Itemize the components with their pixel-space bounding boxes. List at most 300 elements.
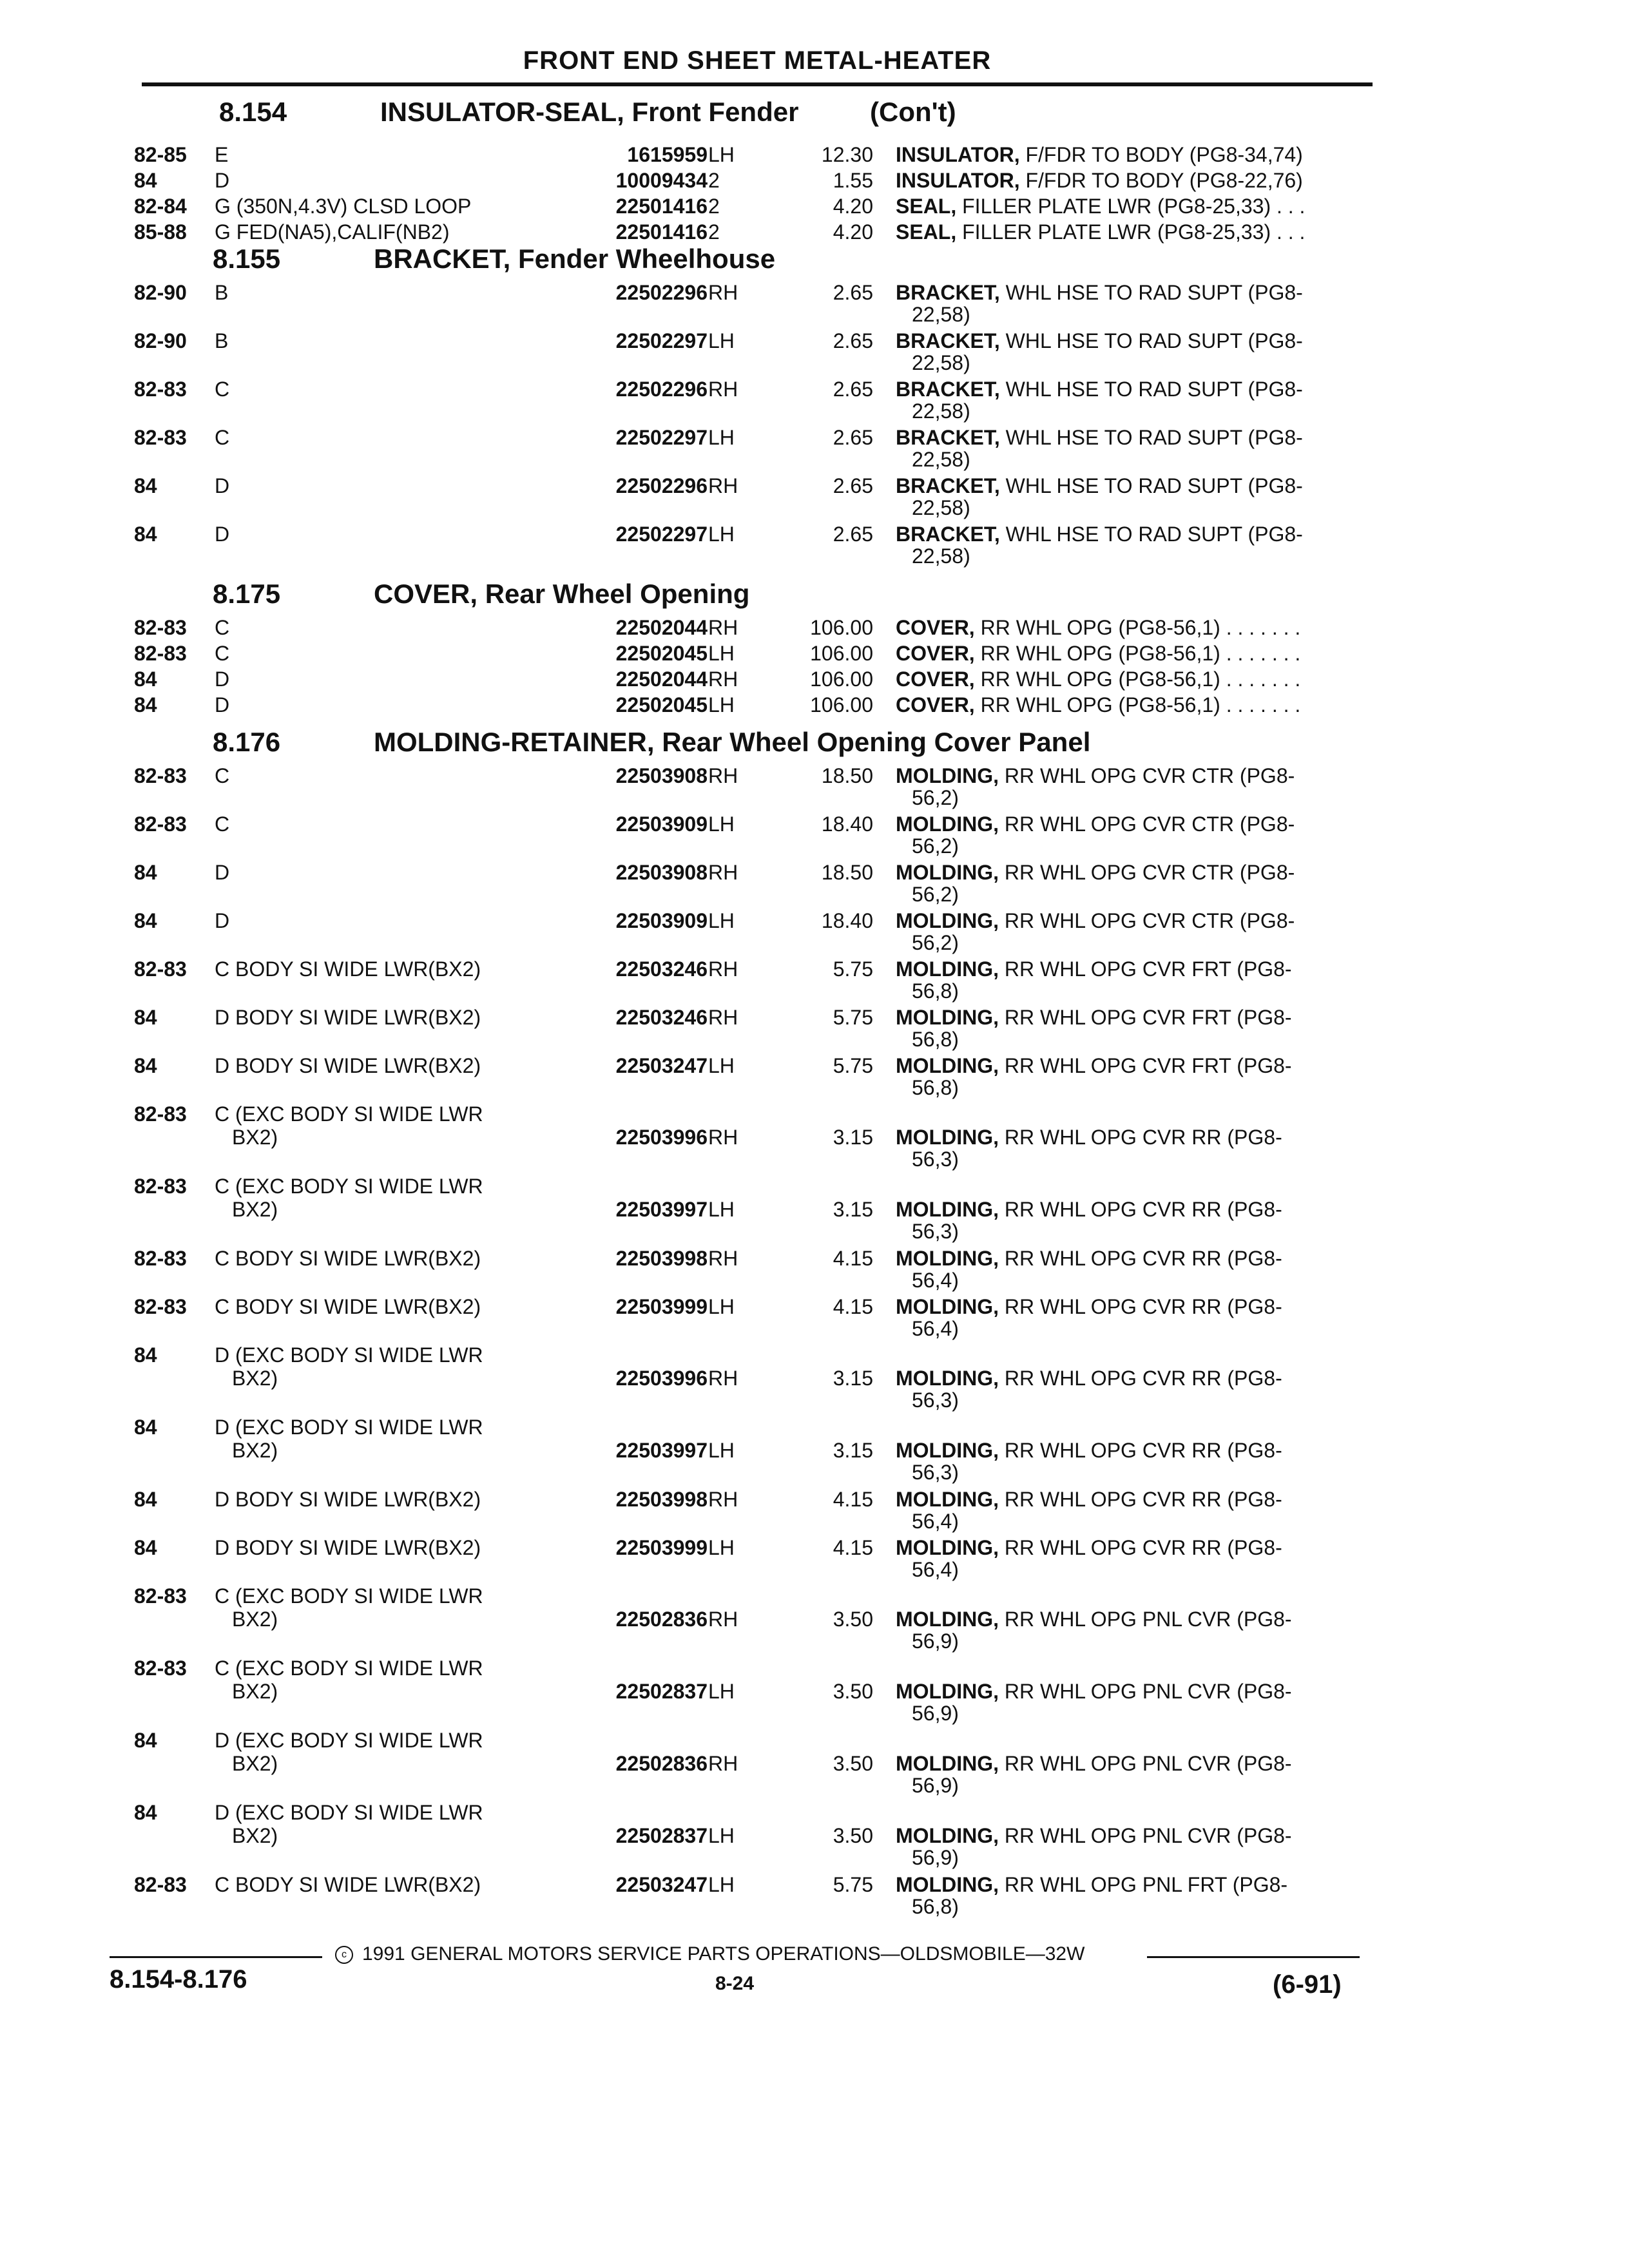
price: 18.50 [821,764,873,787]
part-number: 22503997 [615,1439,708,1462]
part-note [896,195,1305,218]
price: 106.00 [810,693,873,716]
part-note-name: MOLDING, [896,957,999,981]
model-year: 82-83 [134,1873,187,1896]
body-description-cont: BX2) [232,1367,278,1390]
table-row [0,861,1629,906]
part-note-cont: 56,8) [912,1895,959,1918]
part-note-text: RR WHL OPG CVR RR (PG8- [1004,1488,1282,1511]
model-year: 82-83 [134,957,187,981]
body-description: C BODY SI WIDE LWR(BX2) [215,1873,481,1896]
part-note [896,957,1292,981]
body-description: D [215,693,230,716]
part-note-cont: 56,4) [912,1510,959,1533]
table-row [0,693,1629,719]
part-note-cont: 56,4) [912,1317,959,1340]
part-note-cont: 56,4) [912,1269,959,1292]
part-number: 22503909 [615,909,708,932]
body-description: C [215,812,230,836]
model-year: 84 [134,1801,157,1824]
footer-rule-right [1147,1956,1360,1958]
body-description: C BODY SI WIDE LWR(BX2) [215,1295,481,1318]
side-qty: RH [708,1247,738,1270]
section-number: 8.154 [219,97,287,127]
part-note-text: RR WHL OPG CVR RR (PG8- [1004,1126,1282,1149]
body-description: D (EXC BODY SI WIDE LWR [215,1343,483,1367]
body-description-cont: BX2) [232,1680,278,1703]
part-note-name: MOLDING, [896,1439,999,1462]
model-year: 82-83 [134,1657,187,1680]
part-note-text: RR WHL OPG CVR FRT (PG8- [1004,1054,1292,1077]
part-note [896,1367,1282,1390]
part-note-text: RR WHL OPG CVR CTR (PG8- [1004,764,1295,787]
table-row [0,616,1629,642]
model-year: 82-90 [134,281,187,304]
section-number: 8.176 [213,727,281,757]
body-description: C BODY SI WIDE LWR(BX2) [215,957,481,981]
page-header: FRONT END SHEET METAL-HEATER [523,46,992,75]
part-note-name: MOLDING, [896,1824,999,1847]
section-name: COVER, Rear Wheel Opening [374,579,750,609]
part-note [896,426,1303,450]
price: 3.50 [833,1752,873,1775]
model-year: 82-83 [134,642,187,665]
model-year: 84 [134,474,157,497]
part-note-cont: 22,58) [912,448,970,471]
price: 4.15 [833,1247,873,1270]
part-note-text: RR WHL OPG CVR RR (PG8- [1004,1247,1282,1270]
price: 3.15 [833,1198,873,1221]
part-number: 22503998 [615,1488,708,1511]
side-qty: RH [708,1006,738,1029]
model-year: 82-90 [134,329,187,352]
part-note-text: RR WHL OPG PNL CVR (PG8- [1004,1680,1292,1703]
side-qty: LH [708,426,735,449]
part-note [896,668,1300,691]
part-number: 22502296 [615,474,708,497]
table-row [0,764,1629,809]
table-row [0,1343,1629,1412]
body-description-cont: BX2) [232,1752,278,1775]
table-row [0,195,1629,220]
price: 12.30 [821,143,873,166]
side-qty: RH [708,764,738,787]
table-row [0,143,1629,169]
part-note-name: INSULATOR, [896,143,1020,166]
part-note-name: MOLDING, [896,1488,999,1511]
body-description-cont: BX2) [232,1126,278,1149]
part-note-text: RR WHL OPG CVR CTR (PG8- [1004,861,1295,884]
side-qty: LH [708,1680,735,1703]
part-number: 22503997 [615,1198,708,1221]
part-note-cont: 22,58) [912,351,970,374]
price: 5.75 [833,1006,873,1029]
price: 106.00 [810,616,873,639]
price: 4.20 [833,220,873,244]
table-row [0,909,1629,954]
section-name: MOLDING-RETAINER, Rear Wheel Opening Cover Panel [374,727,1091,757]
part-number: 22502836 [615,1608,708,1631]
table-row [0,1729,1629,1797]
part-note-text: WHL HSE TO RAD SUPT (PG8- [1005,281,1303,304]
part-note-name: COVER, [896,693,975,716]
part-note-cont: 22,58) [912,399,970,423]
part-number: 22503999 [615,1295,708,1318]
body-description: D [215,474,230,497]
part-note-name: MOLDING, [896,1680,999,1703]
part-note-cont: 22,58) [912,496,970,519]
price: 18.40 [821,909,873,932]
side-qty: 2 [708,169,720,192]
part-note-text: RR WHL OPG CVR RR (PG8- [1004,1367,1282,1390]
part-note-cont: 56,9) [912,1846,959,1869]
part-note-text: RR WHL OPG (PG8-56,1) . . . . . . . [980,693,1301,716]
part-note [896,693,1300,717]
model-year: 82-83 [134,378,187,401]
part-note [896,616,1300,640]
part-number: 22503996 [615,1367,708,1390]
table-row [0,1175,1629,1243]
table-row [0,220,1629,246]
part-number: 22503247 [615,1054,708,1077]
body-description: G (350N,4.3V) CLSD LOOP [215,195,472,218]
side-qty: LH [708,143,735,166]
table-row [0,1873,1629,1918]
side-qty: LH [708,909,735,932]
table-row [0,426,1629,471]
part-number: 22503908 [615,861,708,884]
part-number: 22502044 [615,668,708,691]
footer-copyright-text: 1991 GENERAL MOTORS SERVICE PARTS OPERATIONS—OLDSMOBILE—32W [362,1943,1085,1965]
part-note-name: MOLDING, [896,861,999,884]
footer-date: (6-91) [1273,1970,1342,1999]
table-row [0,1584,1629,1653]
table-row [0,1416,1629,1484]
part-number: 22501416 [615,195,708,218]
side-qty: LH [708,523,735,546]
body-description: D [215,861,230,884]
side-qty: RH [708,1367,738,1390]
table-row [0,523,1629,568]
part-note-text: RR WHL OPG PNL CVR (PG8- [1004,1752,1292,1775]
price: 4.15 [833,1488,873,1511]
price: 2.65 [833,329,873,352]
part-note [896,642,1300,666]
side-qty: LH [708,1439,735,1462]
part-note [896,1824,1292,1848]
model-year: 84 [134,1536,157,1559]
model-year: 84 [134,668,157,691]
part-number: 22502297 [615,523,708,546]
model-year: 84 [134,169,157,192]
model-year: 82-83 [134,1175,187,1198]
price: 1.55 [833,169,873,192]
model-year: 82-83 [134,1295,187,1318]
part-number: 10009434 [615,169,708,192]
part-note-cont: 56,2) [912,883,959,906]
part-note-text: RR WHL OPG CVR FRT (PG8- [1004,1006,1292,1029]
body-description: C (EXC BODY SI WIDE LWR [215,1102,483,1126]
part-note-text: WHL HSE TO RAD SUPT (PG8- [1005,523,1303,546]
part-note-cont: 56,8) [912,1028,959,1051]
part-number: 22503909 [615,812,708,836]
part-number: 22502297 [615,426,708,449]
part-number: 22502837 [615,1680,708,1703]
body-description: C [215,764,230,787]
side-qty: RH [708,861,738,884]
table-row [0,1006,1629,1051]
table-row [0,1102,1629,1171]
part-note [896,1680,1292,1704]
body-description: C [215,642,230,665]
part-number: 22502836 [615,1752,708,1775]
part-note-name: MOLDING, [896,1054,999,1077]
part-note-name: INSULATOR, [896,169,1020,192]
section-number: 8.155 [213,244,281,274]
side-qty: RH [708,378,738,401]
part-number: 22503246 [615,1006,708,1029]
body-description: D [215,909,230,932]
part-note [896,523,1303,546]
part-note-name: MOLDING, [896,1006,999,1029]
price: 5.75 [833,1873,873,1896]
part-note-cont: 56,3) [912,1461,959,1484]
part-note [896,909,1295,933]
body-description: D [215,523,230,546]
side-qty: RH [708,1752,738,1775]
body-description: C (EXC BODY SI WIDE LWR [215,1175,483,1198]
part-note-text: RR WHL OPG (PG8-56,1) . . . . . . . [980,668,1301,691]
part-note-text: RR WHL OPG (PG8-56,1) . . . . . . . [980,616,1301,639]
part-note-text: F/FDR TO BODY (PG8-22,76) [1025,169,1303,192]
header-rule [142,82,1373,86]
body-description: D BODY SI WIDE LWR(BX2) [215,1006,481,1029]
part-number: 22502837 [615,1824,708,1847]
side-qty: RH [708,1126,738,1149]
price: 4.20 [833,195,873,218]
part-number: 22503999 [615,1536,708,1559]
part-note-text: WHL HSE TO RAD SUPT (PG8- [1005,426,1303,449]
part-note-text: WHL HSE TO RAD SUPT (PG8- [1005,329,1303,352]
side-qty: RH [708,474,738,497]
part-note-text: RR WHL OPG PNL CVR (PG8- [1004,1824,1292,1847]
body-description: D [215,668,230,691]
part-note [896,281,1303,305]
side-qty: RH [708,281,738,304]
model-year: 82-83 [134,764,187,787]
body-description: G FED(NA5),CALIF(NB2) [215,220,450,244]
part-note-text: RR WHL OPG PNL CVR (PG8- [1004,1608,1292,1631]
side-qty: LH [708,693,735,716]
part-number: 22502296 [615,281,708,304]
part-note-name: SEAL, [896,195,957,218]
part-note-text: WHL HSE TO RAD SUPT (PG8- [1005,378,1303,401]
price: 3.50 [833,1824,873,1847]
table-row [0,378,1629,423]
part-note [896,861,1295,885]
part-note [896,764,1295,788]
part-note-text: RR WHL OPG CVR CTR (PG8- [1004,812,1295,836]
part-note [896,1536,1282,1560]
part-note-text: RR WHL OPG CVR RR (PG8- [1004,1536,1282,1559]
model-year: 84 [134,1006,157,1029]
price: 106.00 [810,668,873,691]
section-number: 8.175 [213,579,281,609]
price: 2.65 [833,474,873,497]
side-qty: 2 [708,220,720,244]
body-description: D BODY SI WIDE LWR(BX2) [215,1054,481,1077]
part-note-name: MOLDING, [896,1536,999,1559]
part-note [896,1752,1292,1776]
table-row [0,642,1629,668]
price: 4.15 [833,1536,873,1559]
part-note-name: MOLDING, [896,909,999,932]
body-description: C (EXC BODY SI WIDE LWR [215,1657,483,1680]
part-note-name: COVER, [896,642,975,665]
table-row [0,1295,1629,1340]
model-year: 82-85 [134,143,187,166]
part-note [896,143,1303,167]
footer-rule-left [110,1956,322,1958]
side-qty: 2 [708,195,720,218]
body-description: D [215,169,230,192]
part-note-cont: 56,4) [912,1558,959,1581]
body-description: C (EXC BODY SI WIDE LWR [215,1584,483,1608]
side-qty: RH [708,1488,738,1511]
model-year: 82-83 [134,1247,187,1270]
price: 3.15 [833,1367,873,1390]
side-qty: LH [708,1824,735,1847]
body-description: B [215,329,229,352]
table-row [0,1054,1629,1099]
price: 2.65 [833,281,873,304]
model-year: 84 [134,909,157,932]
side-qty: LH [708,1873,735,1896]
part-note-name: BRACKET, [896,329,1000,352]
part-note-name: MOLDING, [896,1247,999,1270]
table-row [0,169,1629,195]
model-year: 82-83 [134,812,187,836]
table-row [0,957,1629,1003]
price: 2.65 [833,426,873,449]
body-description: C [215,426,230,449]
part-note [896,169,1303,193]
part-note-name: BRACKET, [896,426,1000,449]
part-note-cont: 22,58) [912,303,970,326]
part-note [896,1126,1282,1149]
part-note-name: BRACKET, [896,474,1000,497]
price: 18.40 [821,812,873,836]
part-note-cont: 56,2) [912,931,959,954]
part-note-cont: 56,8) [912,1076,959,1099]
price: 4.15 [833,1295,873,1318]
table-row [0,1488,1629,1533]
part-note-cont: 56,3) [912,1389,959,1412]
part-note-name: BRACKET, [896,523,1000,546]
table-row [0,329,1629,374]
side-qty: LH [708,1054,735,1077]
price: 5.75 [833,957,873,981]
model-year: 82-83 [134,616,187,639]
part-note [896,474,1303,498]
part-note-name: MOLDING, [896,1198,999,1221]
body-description: C [215,616,230,639]
copyright-icon: c [335,1946,353,1964]
table-row [0,1536,1629,1581]
part-number: 22502045 [615,693,708,716]
part-note-name: MOLDING, [896,1873,999,1896]
part-note-text: F/FDR TO BODY (PG8-34,74) [1025,143,1303,166]
side-qty: RH [708,668,738,691]
part-note-name: MOLDING, [896,764,999,787]
part-note-cont: 56,2) [912,834,959,858]
model-year: 84 [134,1416,157,1439]
section-continued: (Con't) [870,97,956,127]
table-row [0,281,1629,326]
part-note-text: FILLER PLATE LWR (PG8-25,33) . . . [962,220,1306,244]
part-number: 22503246 [615,957,708,981]
part-note-name: COVER, [896,668,975,691]
price: 3.15 [833,1126,873,1149]
table-row [0,668,1629,693]
part-note-cont: 56,3) [912,1148,959,1171]
model-year: 82-83 [134,1102,187,1126]
part-note-text: RR WHL OPG CVR FRT (PG8- [1004,957,1292,981]
part-number: 22503908 [615,764,708,787]
price: 18.50 [821,861,873,884]
part-note-text: RR WHL OPG CVR RR (PG8- [1004,1439,1282,1462]
section-name: INSULATOR-SEAL, Front Fender [380,97,799,127]
body-description: D BODY SI WIDE LWR(BX2) [215,1488,481,1511]
part-note-cont: 56,8) [912,979,959,1003]
side-qty: LH [708,1198,735,1221]
part-note-name: MOLDING, [896,1752,999,1775]
part-note [896,1608,1292,1631]
side-qty: LH [708,1295,735,1318]
part-number: 22503996 [615,1126,708,1149]
part-note-text: RR WHL OPG CVR RR (PG8- [1004,1198,1282,1221]
body-description: D BODY SI WIDE LWR(BX2) [215,1536,481,1559]
part-note-cont: 22,58) [912,544,970,568]
side-qty: LH [708,642,735,665]
body-description-cont: BX2) [232,1198,278,1221]
part-note [896,1488,1282,1512]
body-description: C [215,378,230,401]
part-note [896,1247,1282,1271]
model-year: 84 [134,1343,157,1367]
table-row [0,1801,1629,1869]
part-note [896,220,1305,244]
part-note-name: SEAL, [896,220,957,244]
part-number: 22502297 [615,329,708,352]
side-qty: LH [708,812,735,836]
part-note-text: RR WHL OPG (PG8-56,1) . . . . . . . [980,642,1301,665]
body-description: D (EXC BODY SI WIDE LWR [215,1416,483,1439]
side-qty: RH [708,616,738,639]
part-number: 1615959 [627,143,708,166]
footer-section-range: 8.154-8.176 [110,1965,247,1994]
part-note-cont: 56,9) [912,1702,959,1725]
part-note-name: MOLDING, [896,1608,999,1631]
part-note-name: MOLDING, [896,812,999,836]
model-year: 84 [134,1729,157,1752]
part-note-cont: 56,9) [912,1774,959,1797]
part-number: 22503247 [615,1873,708,1896]
part-note [896,329,1303,353]
part-note-text: RR WHL OPG CVR RR (PG8- [1004,1295,1282,1318]
section-name: BRACKET, Fender Wheelhouse [374,244,776,274]
model-year: 82-83 [134,1584,187,1608]
